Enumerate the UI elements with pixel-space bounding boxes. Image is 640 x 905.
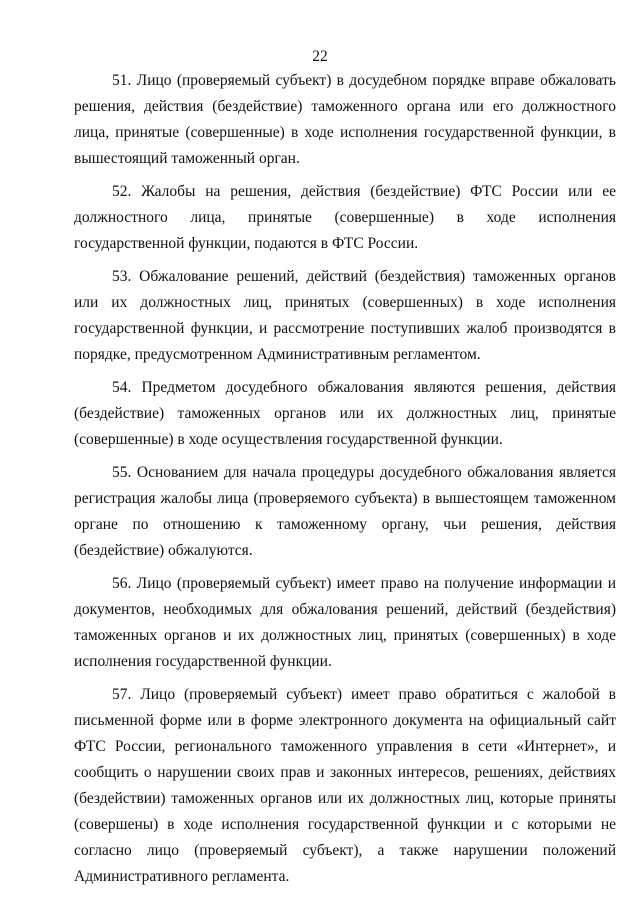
paragraph-51: 51. Лицо (проверяемый субъект) в досудебном порядке вправе обжаловать решения, действия (бездействие) таможенного органа или его должностного лица, принятые (совершенные) в ходе исполнения государственной функции, в вышестоящий таможенный орган. <box>74 72 616 167</box>
page-number: 22 <box>312 48 328 65</box>
document-body <box>74 68 616 897</box>
paragraph-54: 54. Предметом досудебного обжалования являются решения, действия (бездействие) таможенных органов или их должностных лиц, принятые (совершенные) в ходе осуществления государственной функции. <box>74 379 616 448</box>
paragraph-56: 56. Лицо (проверяемый субъект) имеет право на получение информации и документов, необходимых для обжалования решений, действий (бездействия) таможенных органов и их должностных лиц, принятых (совершенных) в ходе исполнения государственной функции. <box>74 575 616 670</box>
paragraph-55: 55. Основанием для начала процедуры досудебного обжалования является регистрация жалобы лица (проверяемого субъекта) в вышестоящем таможенном органе по отношению к таможенному органу, чьи решения, действия (бездействие) обжалуются. <box>74 464 616 559</box>
paragraph-57: 57. Лицо (проверяемый субъект) имеет право обратиться с жалобой в письменной форме или в форме электронного документа на официальный сайт ФТС России, регионального таможенного управления в сети «Интернет», и сообщить о нарушении своих прав и законных интересов, решениях, действиях (бездействии) таможенных органов или их должностных лиц, которые приняты (совершены) в ходе исполнения государственной функции и с которыми не согласно лицо (проверяемый субъект), а также нарушении положений Административного регламента. <box>74 686 616 885</box>
paragraph-53: 53. Обжалование решений, действий (бездействия) таможенных органов или их должностных лиц, принятых (совершенных) в ходе исполнения государственной функции, и рассмотрение поступивших жалоб производятся в порядке, предусмотренном Административным регламентом. <box>74 268 616 363</box>
paragraph-52: 52. Жалобы на решения, действия (бездействие) ФТС России или ее должностного лица, принятые (совершенные) в ходе исполнения государственной функции, подаются в ФТС России. <box>74 183 616 252</box>
